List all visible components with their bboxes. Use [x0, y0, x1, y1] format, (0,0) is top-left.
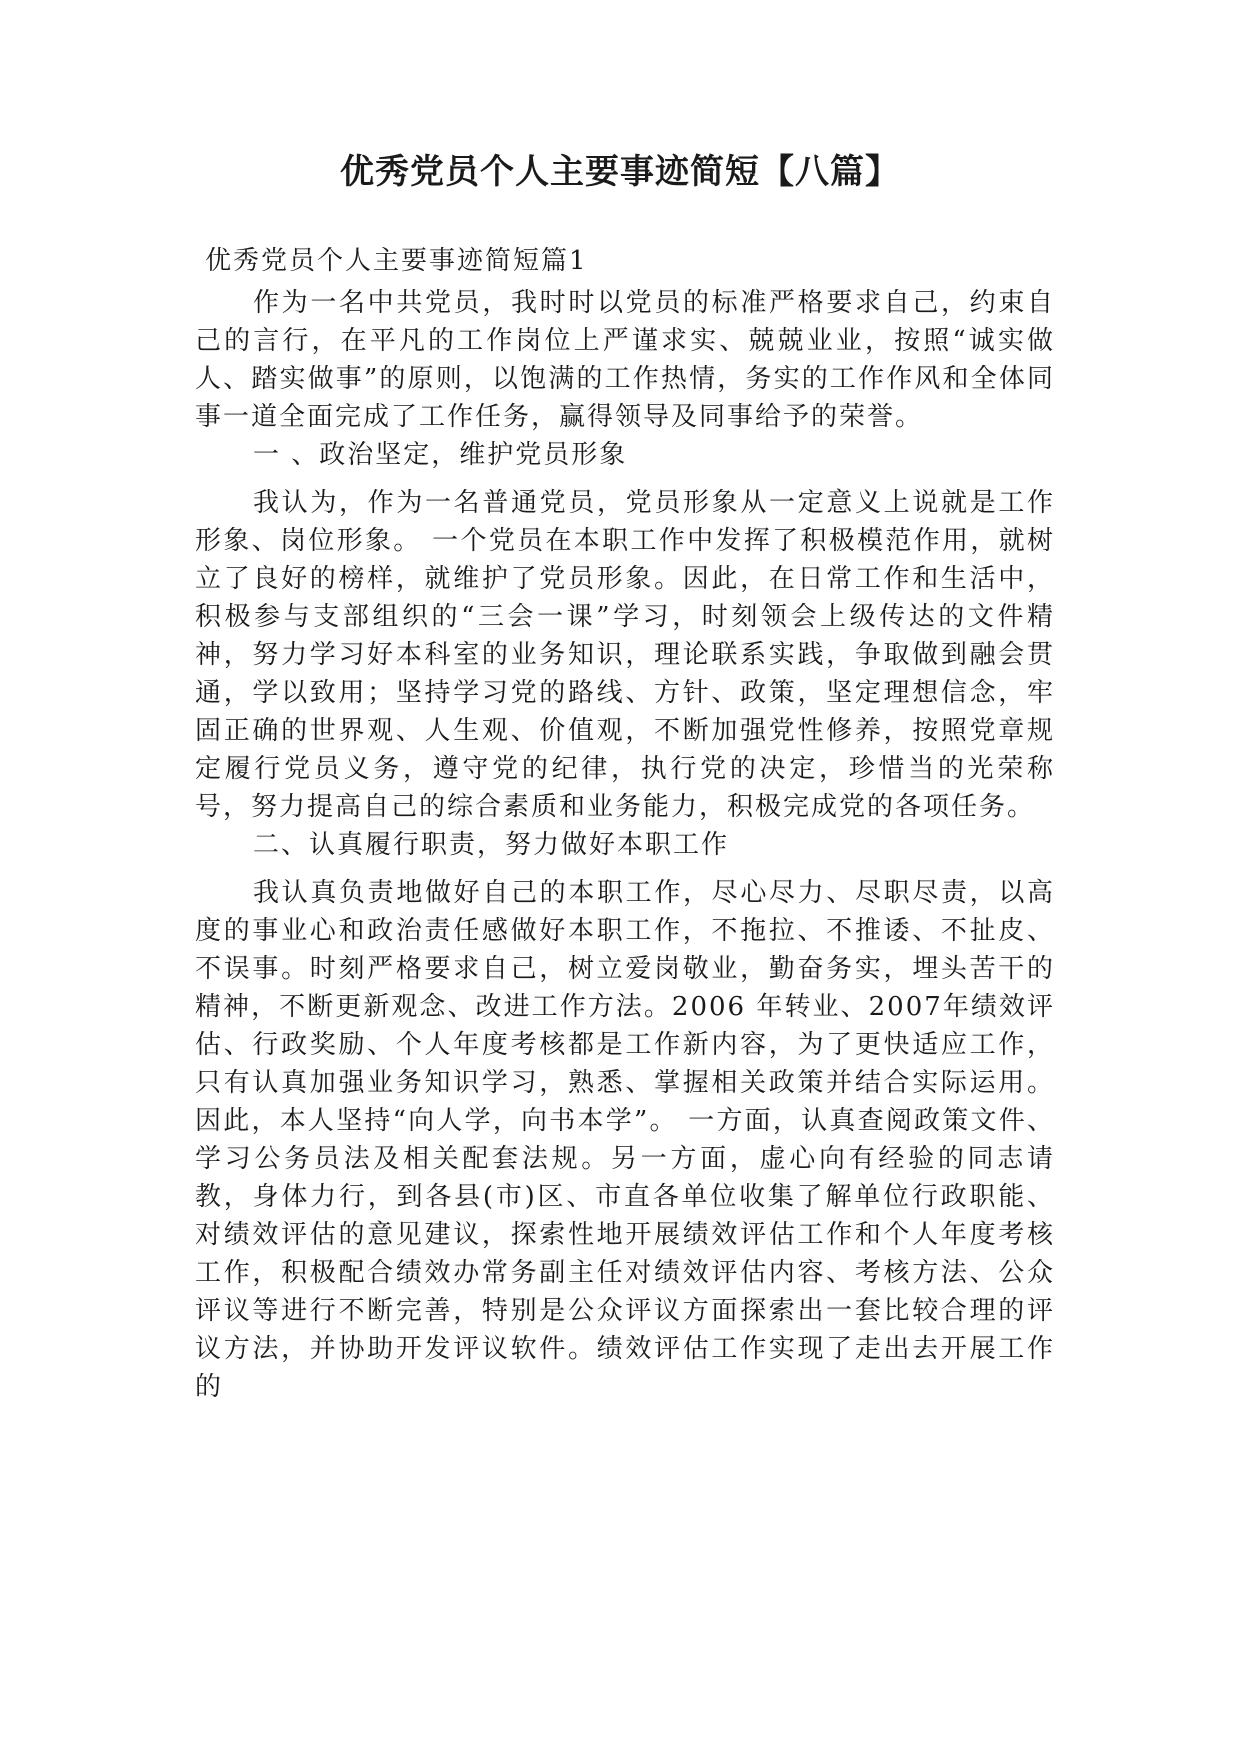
document-title: 优秀党员个人主要事迹简短【八篇】	[340, 152, 900, 192]
section-heading-2: 二、认真履行职责，努力做好本职工作	[253, 830, 730, 860]
document-body	[195, 242, 1055, 1406]
section-subtitle: 优秀党员个人主要事迹简短篇1	[205, 246, 588, 276]
paragraph-intro: 作为一名中共党员，我时时以党员的标准严格要求自己，约束自己的言行，在平凡的工作岗位上严谨求实、兢兢业业，按照“诚实做人、踏实做事”的原则，以饱满的工作热情，务实的工作作风和全体同事一道全面完成了工作任务，赢得领导及同事给予的荣誉。	[195, 288, 1055, 432]
paragraph-politics: 我认为，作为一名普通党员，党员形象从一定意义上说就是工作形象、岗位形象。 一个党员在本职工作中发挥了积极模范作用，就树立了良好的榜样，就维护了党员形象。因此，在日常工作和生活中，积极参与支部组织的“三会一课”学习，时刻领会上级传达的文件精神，努力学习好本科室的业务知识，理论联系实践，争取做到融会贯通，学以致用；坚持学习党的路线、方针、政策，坚定理想信念，牢固正确的世界观、人生观、价值观，不断加强党性修养，按照党章规定履行党员义务，遵守党的纪律，执行党的决定，珍惜当的光荣称号，努力提高自己的综合素质和业务能力，积极完成党的各项任务。	[195, 488, 1055, 822]
paragraph-duties: 我认真负责地做好自己的本职工作，尽心尽力、尽职尽责，以高度的事业心和政治责任感做好本职工作，不拖拉、不推诿、不扯皮、不误事。时刻严格要求自己，树立爱岗敬业，勤奋务实，埋头苦干的精神，不断更新观念、改进工作方法。2006 年转业、2007年绩效评估、行政奖励、个人年度考核都是工作新内容，为了更快适应工作，只有认真加强业务知识学习，熟悉、掌握相关政策并结合实际运用。因此，本人坚持“向人学，向书本学”。 一方面，认真查阅政策文件、学习公务员法及相关配套法规。另一方面，虚心向有经验的同志请教，身体力行，到各县(市)区、市直各单位收集了解单位行政职能、对绩效评估的意见建议，探索性地开展绩效评估工作和个人年度考核工作，积极配合绩效办常务副主任对绩效评估内容、考核方法、公众评议等进行不断完善，特别是公众评议方面探索出一套比较合理的评议方法，并协助开发评议软件。绩效评估工作实现了走出去开展工作的	[195, 878, 1055, 1402]
section-heading-1: 一 、政治坚定，维护党员形象	[253, 440, 628, 470]
